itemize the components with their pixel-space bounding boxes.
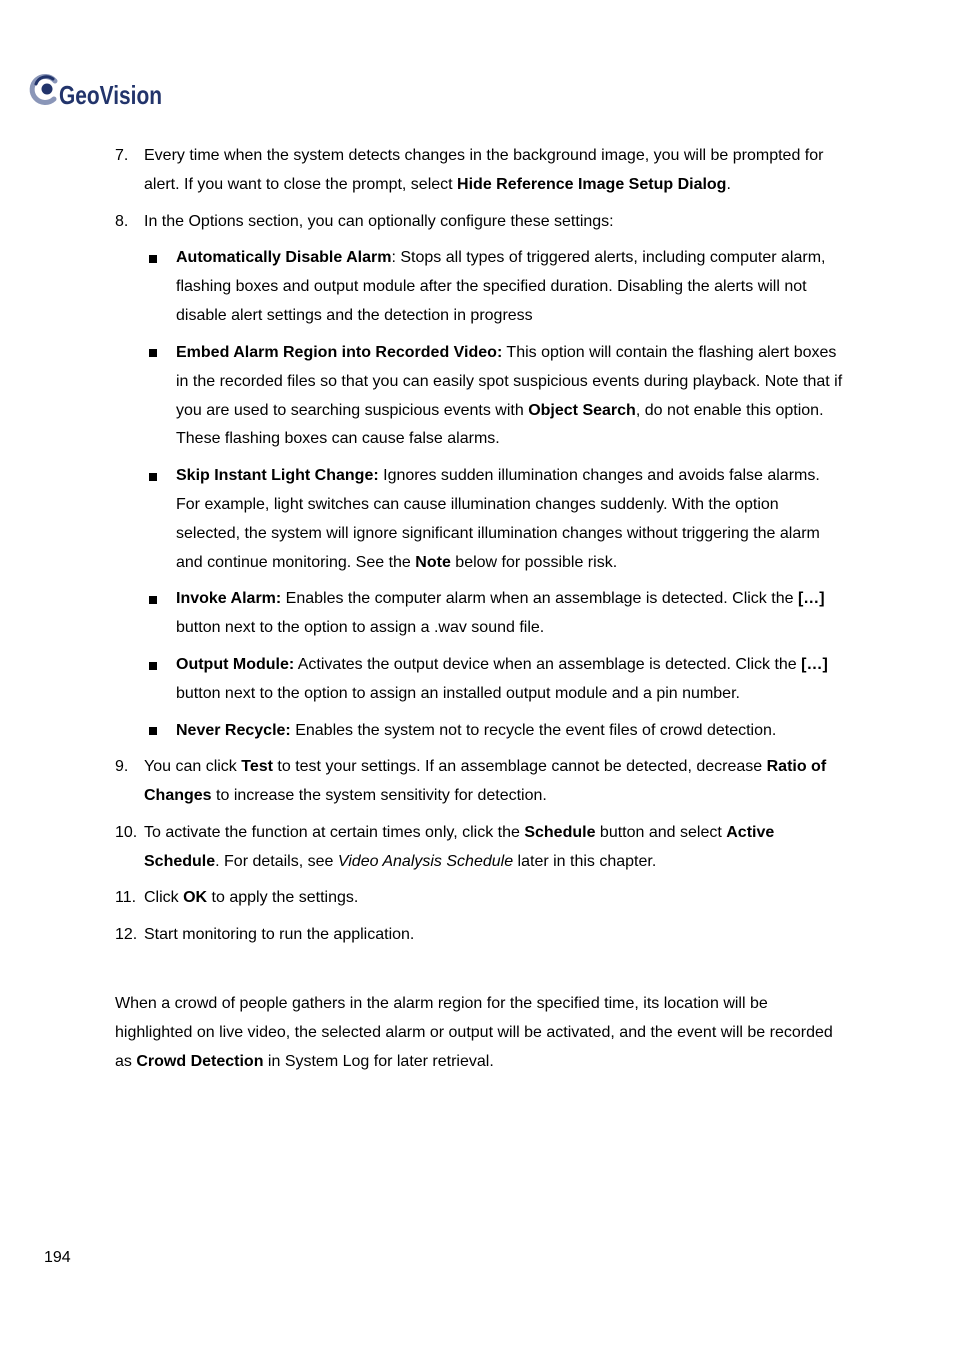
- step-number: 12.: [115, 926, 138, 944]
- text-line: [176, 585, 954, 614]
- text-run: to increase the system sensitivity for detection.: [211, 787, 547, 805]
- text-run: This option will contain the flashing alert boxes: [502, 343, 837, 361]
- text-run: selected, the system will ignore significant illumination changes without triggering the alarm: [176, 524, 820, 542]
- text-line: [144, 848, 954, 877]
- text-line: [115, 1048, 954, 1077]
- text-run: below for possible risk.: [450, 553, 618, 571]
- text-run: Enables the computer alarm when an assemblage is detected. Click the: [281, 590, 798, 608]
- bold-term: OK: [183, 889, 208, 907]
- step-number: 10.: [115, 823, 138, 841]
- bold-term: Output Module:: [176, 656, 295, 674]
- text-run: For example, light switches can cause illumination changes suddenly. With the option: [176, 495, 779, 513]
- text-line: [144, 819, 954, 848]
- step-number: 9.: [115, 758, 129, 776]
- text-line: [176, 397, 954, 426]
- text-line: [144, 208, 954, 237]
- text-run: you are used to searching suspicious events with: [176, 401, 529, 419]
- step-number: 7.: [115, 147, 129, 164]
- square-bullet-icon: [149, 473, 157, 481]
- text-line: [176, 425, 954, 454]
- square-bullet-icon: [149, 349, 157, 357]
- text-line: [176, 368, 954, 397]
- text-line: [115, 1019, 954, 1048]
- text-line: [144, 884, 954, 913]
- text-run: button next to the option to assign a .wav sound file.: [176, 619, 545, 637]
- text-run: When a crowd of people gathers in the alarm region for the specified time, its location will be: [115, 995, 768, 1013]
- bullet-item: [0, 585, 954, 643]
- text-run: button and select: [595, 823, 727, 841]
- text-run: highlighted on live video, the selected alarm or output will be activated, and the event will be recorded: [115, 1023, 833, 1041]
- square-bullet-icon: [149, 727, 157, 735]
- text-run: Activates the output device when an assemblage is detected. Click the: [294, 656, 802, 674]
- text-line: [176, 462, 954, 491]
- text-line: [176, 680, 954, 709]
- text-run: To activate the function at certain times only, click the: [144, 823, 525, 841]
- bullet-item: [0, 244, 954, 331]
- text-run: . For details, see: [215, 852, 338, 870]
- bold-term: Test: [241, 758, 273, 776]
- numbered-step: [0, 921, 954, 950]
- text-line: [176, 520, 954, 549]
- bullet-item: [0, 717, 954, 746]
- square-bullet-icon: [149, 662, 157, 670]
- text-run: disable alert settings and the detection in progress: [176, 307, 533, 325]
- bold-term: Never Recycle:: [176, 721, 291, 739]
- text-run: alert. If you want to close the prompt, select: [144, 175, 458, 193]
- text-run: These flashing boxes can cause false alarms.: [176, 430, 500, 448]
- bullet-item: [0, 339, 954, 455]
- bold-term: Crowd Detection: [136, 1052, 264, 1070]
- bullet-item: [0, 651, 954, 709]
- text-run: Every time when the system detects changes in the background image, you will be prompted for: [144, 147, 824, 164]
- text-run: In the Options section, you can optionally configure these settings:: [144, 212, 614, 230]
- numbered-step: [0, 819, 954, 877]
- bold-term: Schedule: [144, 852, 216, 870]
- text-line: [176, 549, 954, 578]
- document-body: [0, 142, 954, 1085]
- text-run: flashing boxes and output module after the specified duration. Disabling the alerts will not: [176, 278, 807, 296]
- square-bullet-icon: [149, 255, 157, 263]
- text-line: [176, 339, 954, 368]
- body-paragraph: [0, 990, 954, 1077]
- text-run: in System Log for later retrieval.: [263, 1052, 494, 1070]
- bold-term: Note: [415, 553, 451, 571]
- step-number: 8.: [115, 212, 129, 230]
- bold-term: Object Search: [528, 401, 636, 419]
- page-number: 194: [44, 1249, 71, 1266]
- geovision-logo-icon: [32, 76, 55, 102]
- text-line: [144, 142, 954, 171]
- bold-term: Invoke Alarm:: [176, 590, 282, 608]
- text-line: [176, 302, 954, 331]
- numbered-step: [0, 142, 954, 200]
- text-line: [176, 651, 954, 680]
- text-line: [176, 491, 954, 520]
- text-line: [144, 753, 954, 782]
- geovision-logo: [28, 70, 173, 110]
- bullet-item: [0, 462, 954, 578]
- text-line: [144, 782, 954, 811]
- text-run: as: [115, 1052, 137, 1070]
- text-run: You can click: [144, 758, 242, 776]
- bold-term: […]: [801, 656, 828, 674]
- bold-term: Ratio of: [766, 758, 827, 776]
- bold-term: Schedule: [524, 823, 596, 841]
- step-number: 11.: [115, 889, 137, 907]
- text-run: Click: [144, 889, 184, 907]
- text-line: [144, 921, 954, 950]
- text-run: .: [726, 175, 731, 193]
- text-line: [115, 990, 954, 1019]
- bold-term: Hide Reference Image Setup Dialog: [457, 175, 727, 193]
- italic-term: Video Analysis Schedule: [337, 852, 514, 870]
- text-run: Enables the system not to recycle the event files of crowd detection.: [290, 721, 777, 739]
- text-run: to apply the settings.: [207, 889, 359, 907]
- text-line: [176, 717, 954, 746]
- text-line: [176, 244, 954, 273]
- square-bullet-icon: [149, 596, 157, 604]
- text-run: and continue monitoring. See the: [176, 553, 416, 571]
- bold-term: Automatically Disable Alarm: [176, 249, 392, 267]
- text-run: Ignores sudden illumination changes and avoids false alarms.: [378, 467, 820, 485]
- text-line: [176, 273, 954, 302]
- bold-term: Changes: [144, 787, 212, 805]
- text-run: in the recorded files so that you can easily spot suspicious events during playback. Note that if: [176, 372, 843, 390]
- text-run: later in this chapter.: [513, 852, 657, 870]
- text-run: button next to the option to assign an installed output module and a pin number.: [176, 684, 740, 702]
- text-line: [144, 171, 954, 200]
- bold-term: Embed Alarm Region into Recorded Video:: [176, 343, 503, 361]
- logo-wordmark: GeoVision: [59, 80, 162, 110]
- text-run: , do not enable this option.: [635, 401, 824, 419]
- numbered-step: [0, 753, 954, 811]
- bold-term: Active: [726, 823, 775, 841]
- numbered-step: [0, 208, 954, 237]
- bold-term: Skip Instant Light Change:: [176, 467, 379, 485]
- text-run: : Stops all types of triggered alerts, including computer alarm,: [391, 249, 826, 267]
- text-line: [176, 614, 954, 643]
- text-run: to test your settings. If an assemblage cannot be detected, decrease: [272, 758, 767, 776]
- text-run: Start monitoring to run the application.: [144, 926, 415, 944]
- bold-term: […]: [797, 590, 825, 608]
- numbered-step: [0, 884, 954, 913]
